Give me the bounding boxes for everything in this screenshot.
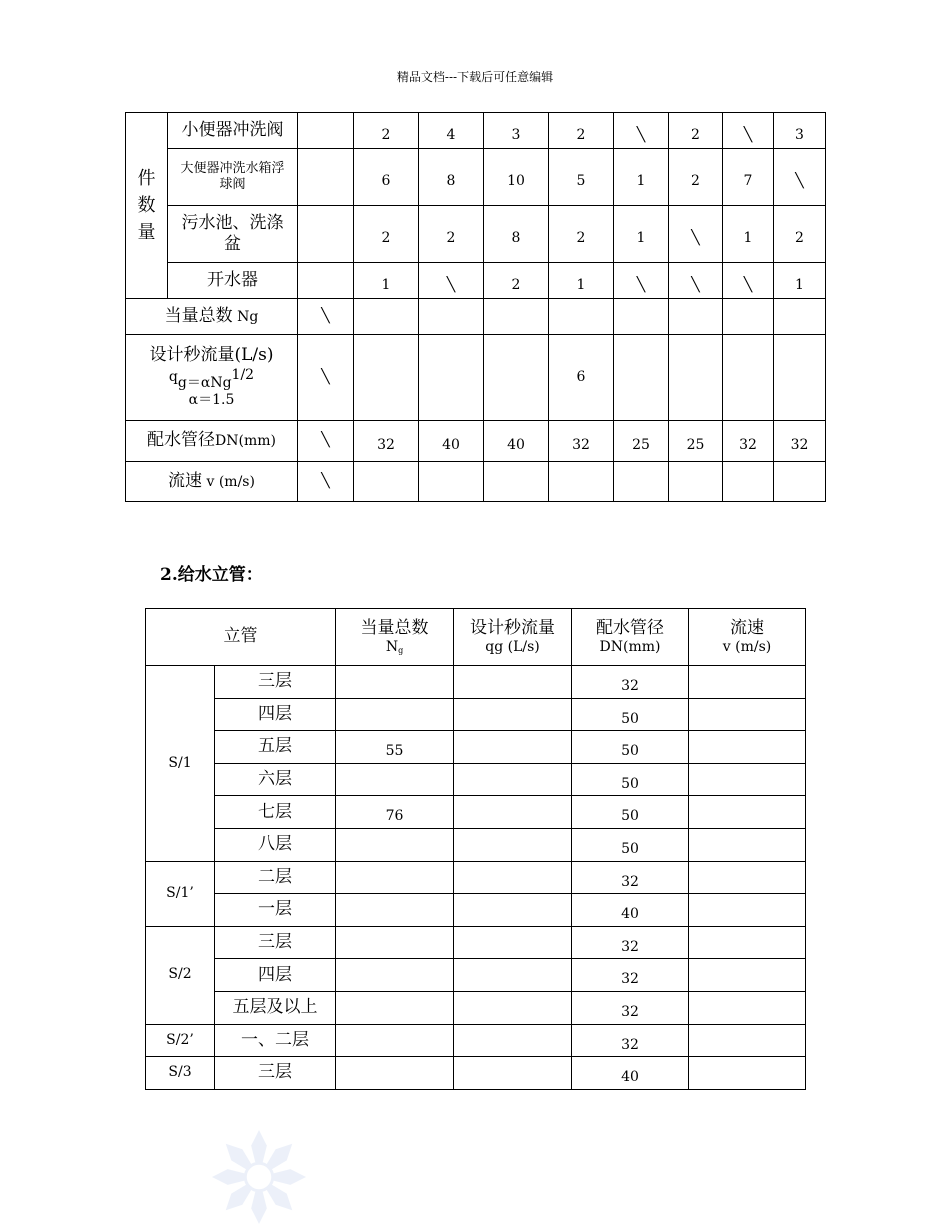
dn-cell: 40 [572,1057,689,1090]
fixture-count-cell: 2 [774,206,826,263]
value-cell [419,299,484,335]
ng-cell [336,763,454,796]
riser-label: S/3 [146,1057,215,1090]
v-cell [689,698,806,731]
v-cell [689,1057,806,1090]
ng-cell [336,991,454,1024]
value-cell [669,462,723,502]
v-cell [689,926,806,959]
header-riser: 立管 [146,609,336,666]
riser-row [146,731,806,764]
qg-cell [454,926,572,959]
floor-label: 五层 [215,731,336,764]
floor-label: 四层 [215,959,336,992]
v-cell [689,894,806,927]
header-dn-en: DN(mm) [599,638,661,655]
dn-cell: 50 [572,698,689,731]
slash-cell: ╲ [298,421,354,462]
value-cell: 40 [484,421,549,462]
fixture-count-cell: 1 [614,206,669,263]
qg-row-label [126,335,298,421]
empty-cell [298,113,354,149]
fixture-label: 小便器冲洗阀 [168,113,298,149]
fixture-count-cell: 2 [484,263,549,299]
riser-row [146,926,806,959]
fixture-count-cell: 2 [549,206,614,263]
value-cell [549,462,614,502]
dn-row [126,421,826,462]
v-label-en: v (m/s) [206,473,255,490]
qg-cell [454,763,572,796]
value-cell [484,299,549,335]
value-cell [669,299,723,335]
fixture-count-cell: ╲ [723,113,774,149]
value-cell [484,335,549,421]
dn-cell: 50 [572,828,689,861]
fixture-count-cell: 1 [774,263,826,299]
riser-row [146,666,806,699]
value-cell [774,335,826,421]
fixture-label: 开水器 [168,263,298,299]
qg-cell [454,1057,572,1090]
dn-cell: 50 [572,763,689,796]
header-qg [454,609,572,666]
value-cell: 25 [614,421,669,462]
fixture-count-cell: ╲ [669,263,723,299]
value-cell [614,299,669,335]
qg-label-line1: 设计秒流量(L/s) [149,345,274,366]
qg-cell [454,698,572,731]
floor-label: 三层 [215,1057,336,1090]
group-label-char: 数 [137,195,156,216]
header-qg-zh: 设计秒流量 [470,617,555,638]
header-ng-sub: g [398,645,404,655]
group-label-char: 量 [137,222,156,243]
fixture-count-cell: ╲ [419,263,484,299]
value-cell [723,335,774,421]
header-v-en: v (m/s) [722,638,772,655]
floor-label: 五层及以上 [215,991,336,1024]
empty-cell [298,206,354,263]
riser-row [146,894,806,927]
value-cell: 32 [774,421,826,462]
fixture-count-cell: 8 [484,206,549,263]
dn-row-label [126,421,298,462]
fixture-count-cell: ╲ [614,263,669,299]
ng-cell: 55 [336,731,454,764]
v-cell [689,763,806,796]
dn-cell: 40 [572,894,689,927]
qg-cell [454,894,572,927]
alpha-label: α＝1.5 [188,392,235,409]
fixture-row [126,149,826,206]
qg-cell [454,666,572,699]
value-cell: 40 [419,421,484,462]
floor-label: 二层 [215,861,336,894]
snowflake-logo-icon [208,1128,310,1226]
riser-row [146,1024,806,1057]
ng-row [126,299,826,335]
ng-label-zh: 当量总数 [164,305,233,326]
fixture-count-cell: 2 [354,206,419,263]
formula-q: q [168,368,178,385]
fixture-count-cell: 7 [723,149,774,206]
v-cell [689,861,806,894]
value-cell [549,299,614,335]
riser-row [146,1057,806,1090]
header-ng [336,609,454,666]
slash-cell: ╲ [298,335,354,421]
section-title: 2.给水立管： [160,565,263,585]
value-cell: 32 [354,421,419,462]
value-cell [419,335,484,421]
value-cell [614,462,669,502]
riser-row [146,698,806,731]
fixture-row [126,113,826,149]
ng-cell [336,828,454,861]
fixture-count-cell: 6 [354,149,419,206]
ng-cell [336,698,454,731]
v-cell [689,731,806,764]
value-cell [484,462,549,502]
riser-row [146,991,806,1024]
header-v-zh: 流速 [730,617,764,638]
value-cell [723,299,774,335]
value-cell [354,335,419,421]
dn-cell: 50 [572,731,689,764]
fixture-count-cell: 1 [549,263,614,299]
riser-label: S/2’ [146,1024,215,1057]
floor-label: 一、二层 [215,1024,336,1057]
ng-row-label [126,299,298,335]
header-v [689,609,806,666]
formula-mid: ＝αNg [186,374,232,391]
group-label-char: 件 [137,168,156,189]
riser-label: S/1’ [146,861,215,926]
fixture-count-cell: 3 [774,113,826,149]
formula-sup: 1/2 [231,366,255,383]
value-cell [669,335,723,421]
floor-label: 四层 [215,698,336,731]
v-cell [689,991,806,1024]
floor-label: 七层 [215,796,336,829]
ng-cell [336,666,454,699]
slash-cell: ╲ [298,299,354,335]
riser-row [146,828,806,861]
value-cell [723,462,774,502]
value-cell: 6 [549,335,614,421]
qg-formula [168,366,255,391]
value-cell [419,462,484,502]
dn-cell: 50 [572,796,689,829]
header-ng-en: N [385,638,399,655]
v-cell [689,828,806,861]
qg-cell [454,861,572,894]
value-cell: 32 [723,421,774,462]
fixture-label: 污水池、洗涤盆 [168,206,298,263]
riser-label: S/2 [146,926,215,1024]
fixture-count-cell: 1 [723,206,774,263]
floor-label: 八层 [215,828,336,861]
fixture-count-cell: 8 [419,149,484,206]
ng-label-en: Ng [237,308,259,325]
dn-label-en: DN(mm) [215,433,276,450]
ng-cell [336,1057,454,1090]
riser-row [146,763,806,796]
fixture-count-cell: 3 [484,113,549,149]
dn-cell: 32 [572,926,689,959]
v-row [126,462,826,502]
fixture-row [126,206,826,263]
ng-cell [336,861,454,894]
value-cell [774,299,826,335]
fixture-label: 大便器冲洗水箱浮球阀 [168,149,298,206]
fixture-count-cell: 1 [614,149,669,206]
qg-cell [454,731,572,764]
v-label-zh: 流速 [168,470,203,491]
v-cell [689,666,806,699]
formula-g: g [177,374,187,391]
empty-cell [298,149,354,206]
fixture-count-cell: 2 [669,113,723,149]
value-cell [354,462,419,502]
value-cell [774,462,826,502]
floor-label: 六层 [215,763,336,796]
fixture-count-group-label [126,113,168,299]
ng-cell: 76 [336,796,454,829]
riser-table-header [146,609,806,666]
v-cell [689,1024,806,1057]
fixture-row [126,263,826,299]
fixture-count-cell: 2 [419,206,484,263]
ng-cell [336,926,454,959]
floor-label: 一层 [215,894,336,927]
page-header: 精品文档---下载后可任意编辑 [396,70,554,84]
fixture-count-cell: ╲ [614,113,669,149]
qg-cell [454,1024,572,1057]
qg-row [126,335,826,421]
riser-label: S/1 [146,666,215,862]
ng-cell [336,894,454,927]
header-dn [572,609,689,666]
fixture-count-cell: 10 [484,149,549,206]
dn-label-zh: 配水管径 [147,430,216,451]
v-cell [689,796,806,829]
slash-cell: ╲ [298,462,354,502]
qg-cell [454,991,572,1024]
qg-cell [454,959,572,992]
fixture-count-cell: 2 [549,113,614,149]
riser-row [146,959,806,992]
value-cell [354,299,419,335]
dn-cell: 32 [572,991,689,1024]
riser-table [145,608,806,1090]
fixture-count-cell: 2 [669,149,723,206]
empty-cell [298,263,354,299]
value-cell: 25 [669,421,723,462]
value-cell [614,335,669,421]
riser-row [146,796,806,829]
qg-cell [454,796,572,829]
fixture-count-cell: ╲ [723,263,774,299]
qg-cell [454,828,572,861]
dn-cell: 32 [572,1024,689,1057]
ng-cell [336,1024,454,1057]
header-dn-zh: 配水管径 [596,617,664,638]
fixture-count-cell: 1 [354,263,419,299]
fixture-count-table [125,112,826,502]
fixture-count-cell: ╲ [774,149,826,206]
dn-cell: 32 [572,666,689,699]
floor-label: 三层 [215,666,336,699]
riser-row [146,861,806,894]
fixture-count-cell: 2 [354,113,419,149]
value-cell: 32 [549,421,614,462]
fixture-count-cell: 5 [549,149,614,206]
dn-cell: 32 [572,959,689,992]
dn-cell: 32 [572,861,689,894]
fixture-count-cell: ╲ [669,206,723,263]
header-ng-zh: 当量总数 [360,617,429,638]
v-cell [689,959,806,992]
floor-label: 三层 [215,926,336,959]
fixture-count-cell: 4 [419,113,484,149]
header-qg-en: qg (L/s) [485,638,540,655]
ng-cell [336,959,454,992]
v-row-label [126,462,298,502]
